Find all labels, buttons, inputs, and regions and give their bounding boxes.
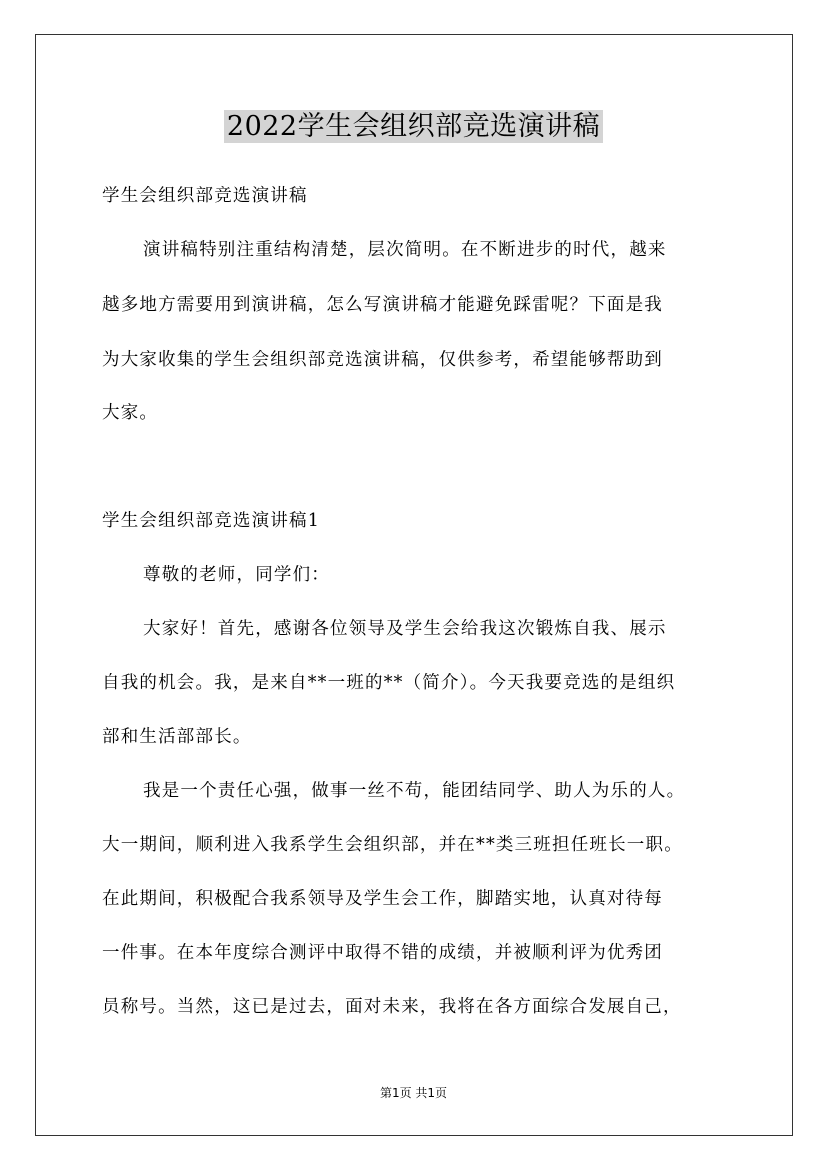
- salutation: 尊敬的老师，同学们：: [143, 565, 330, 585]
- paragraph-line: 越多地方需要用到演讲稿，怎么写演讲稿才能避免踩雷呢？下面是我: [102, 295, 663, 315]
- document-title: [0, 104, 827, 143]
- paragraph-line: 部和生活部部长。: [102, 727, 252, 747]
- page-footer: 第1页 共1页: [379, 1086, 448, 1100]
- paragraph-line: 大一期间，顺利进入我系学生会组织部，并在**类三班担任班长一职。: [102, 835, 683, 855]
- paragraph-line: 演讲稿特别注重结构清楚，层次简明。在不断进步的时代，越来: [143, 240, 667, 260]
- paragraph-line: 员称号。当然，这已是过去，面对未来，我将在各方面综合发展自己，: [102, 997, 682, 1017]
- paragraph-line: 我是一个责任心强，做事一丝不苟，能团结同学、助人为乐的人。: [143, 781, 686, 801]
- paragraph-line: 自我的机会。我，是来自**一班的**（简介）。今天我要竞选的是组织: [102, 673, 676, 693]
- paragraph-line: 在此期间，积极配合我系领导及学生会工作，脚踏实地，认真对待每: [102, 889, 663, 909]
- paragraph-line: 大家好！首先，感谢各位领导及学生会给我这次锻炼自我、展示: [143, 619, 667, 639]
- paragraph-line: 一件事。在本年度综合测评中取得不错的成绩，并被顺利评为优秀团: [102, 943, 663, 963]
- paragraph-line: 为大家收集的学生会组织部竞选演讲稿，仅供参考，希望能够帮助到: [102, 350, 663, 370]
- document-title-text: 2022学生会组织部竞选演讲稿: [224, 110, 603, 143]
- section-heading: 学生会组织部竞选演讲稿1: [102, 511, 321, 531]
- paragraph-line: 大家。: [102, 403, 159, 423]
- document-subtitle: 学生会组织部竞选演讲稿: [102, 186, 308, 206]
